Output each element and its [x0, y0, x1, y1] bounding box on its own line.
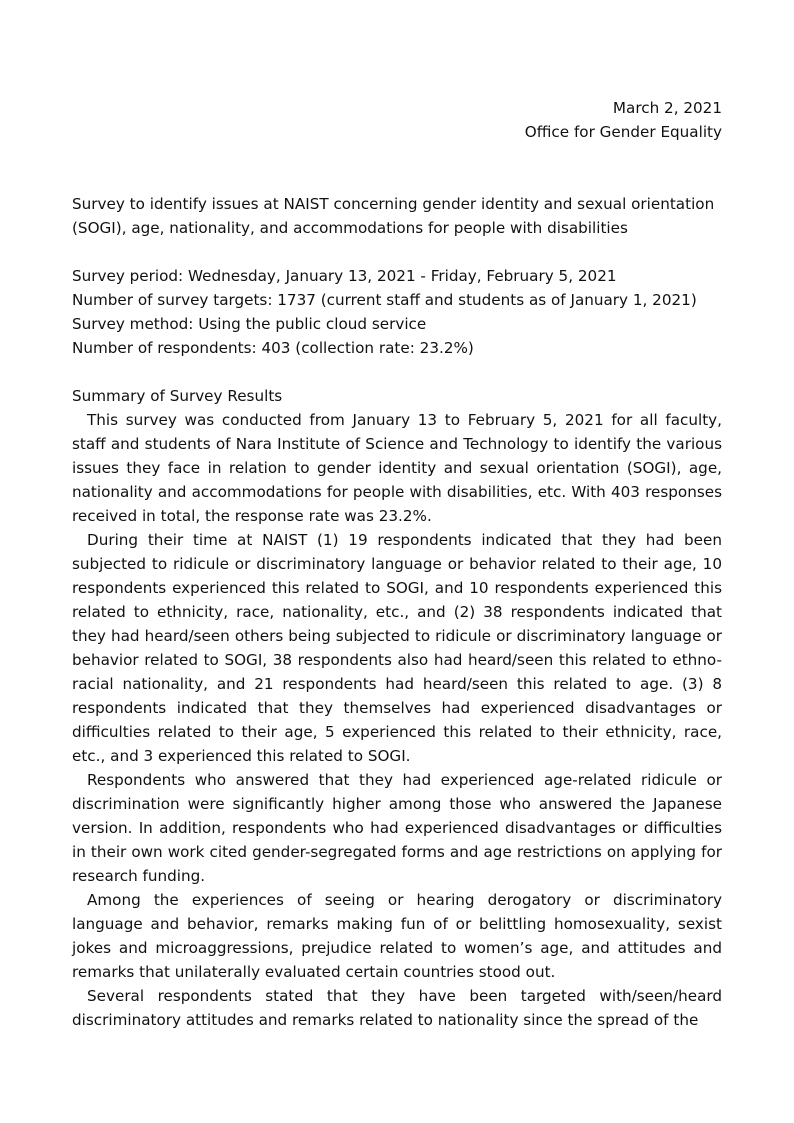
- survey-method: Survey method: Using the public cloud service: [72, 315, 427, 333]
- summary-paragraph: This survey was conducted from January 13 to February 5, 2021 for all faculty, staff and students of Nara Institute of Science and Technology to identify the various issues they face in relation to gender identity and sexual orientation (SOGI), age, nationality and accommodations for people with disabilities, etc. With 403 responses received in total, the response rate was 23.2%.: [72, 411, 722, 525]
- summary-paragraph: During their time at NAIST (1) 19 respondents indicated that they had been subjected to ridicule or discriminatory language or behavior related to their age, 10 respondents experienced this related to SOGI, and 10 respondents experienced this related to ethnicity, race, nationality, etc., and (2) 38 respondents indicated that they had heard/seen others being subjected to ridicule or discriminatory language or behavior related to SOGI, 38 respondents also had heard/seen this related to ethno-racial nationality, and 21 respondents had heard/seen this related to age. (3) 8 respondents indicated that they themselves had experienced disadvantages or difficulties related to their age, 5 experienced this related to their ethnicity, race, etc., and 3 experienced this related to SOGI.: [72, 531, 722, 765]
- summary-heading: Summary of Survey Results: [72, 387, 283, 405]
- summary-paragraph: Several respondents stated that they have been targeted with/seen/heard discriminatory attitudes and remarks related to nationality since the spread of the: [72, 987, 722, 1029]
- summary-paragraph: Respondents who answered that they had experienced age-related ridicule or discrimination were significantly higher among those who answered the Japanese version. In addition, respondents who had experienced disadvantages or difficulties in their own work cited gender-segregated forms and age restrictions on applying for research funding.: [72, 771, 722, 885]
- survey-period: Survey period: Wednesday, January 13, 2021 - Friday, February 5, 2021: [72, 267, 617, 285]
- issuing-office: Office for Gender Equality: [524, 123, 722, 141]
- document-header: [72, 96, 722, 144]
- document-title: Survey to identify issues at NAIST concerning gender identity and sexual orientation (SOGI), age, nationality, and accommodations for people with disabilities: [72, 195, 715, 237]
- survey-info: [72, 264, 722, 360]
- document-date: March 2, 2021: [612, 99, 722, 117]
- survey-targets: Number of survey targets: 1737 (current staff and students as of January 1, 2021): [72, 291, 697, 309]
- summary-paragraph: Among the experiences of seeing or hearing derogatory or discriminatory language and behavior, remarks making fun of or belittling homosexuality, sexist jokes and microaggressions, prejudice related to women’s age, and attitudes and remarks that unilaterally evaluated certain countries stood out.: [72, 891, 722, 981]
- document-page: [72, 96, 722, 1032]
- survey-respondents: Number of respondents: 403 (collection rate: 23.2%): [72, 339, 474, 357]
